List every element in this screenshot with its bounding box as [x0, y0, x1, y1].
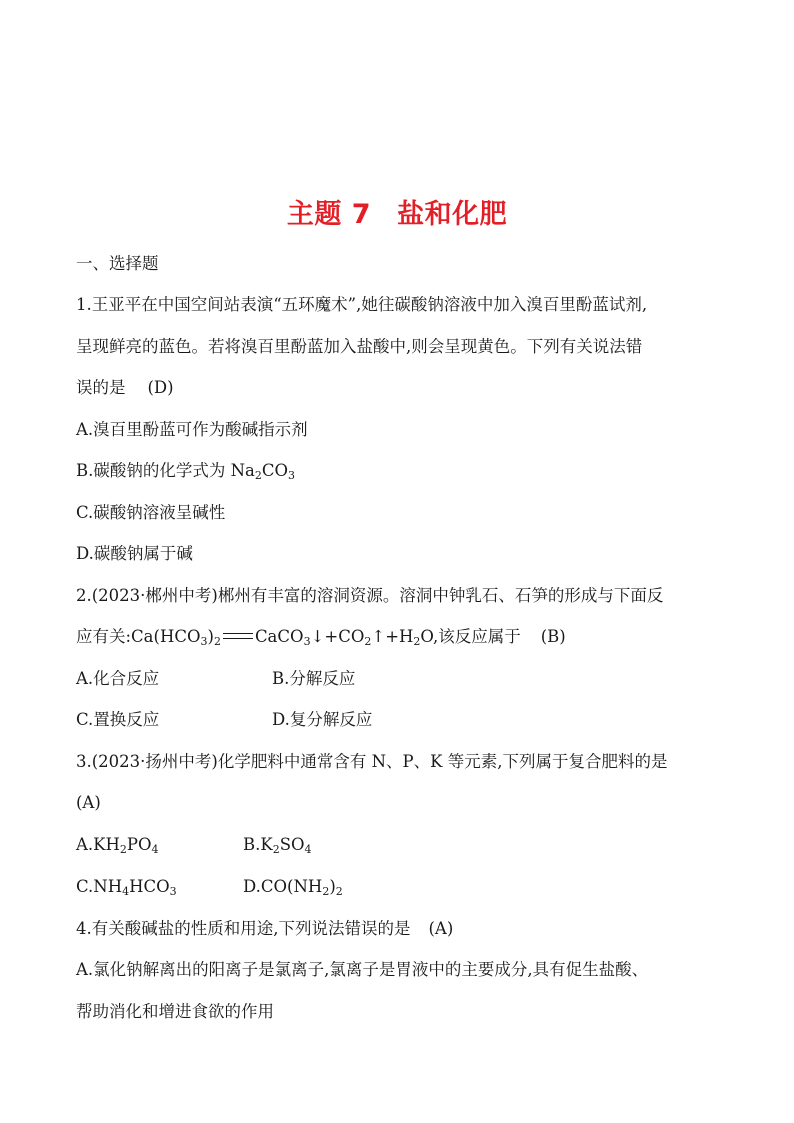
q4-option-a-line1: A.氯化钠解离出的阳离子是氯离子,氯离子是胃液中的主要成分,具有促生盐酸、	[76, 960, 649, 979]
q1-stem-line2: 呈现鲜亮的蓝色。若将溴百里酚蓝加入盐酸中,则会呈现黄色。下列有关说法错	[76, 337, 643, 356]
q1-option-c: C.碳酸钠溶液呈碱性	[76, 503, 226, 522]
q1-option-b: B.碳酸钠的化学式为 $Na_2CO_3$	[76, 461, 296, 482]
q3-option-a: $A.KH_2PO_4$	[76, 835, 159, 856]
q3-answer: (A)	[76, 793, 101, 812]
q4-answer: (A)	[428, 919, 454, 938]
q3-option-c: $C.NH_4HCO_3$	[76, 877, 177, 898]
q1-stem-line1: 1.王亚平在中国空间站表演“五环魔术”,她往碳酸钠溶液中加入溴百里酚蓝试剂,	[76, 295, 648, 314]
q1-option-a: A.溴百里酚蓝可作为酸碱指示剂	[76, 420, 308, 439]
topic-number: 主题 7	[286, 199, 372, 230]
page-title	[0, 192, 794, 231]
q1-answer: (D)	[147, 378, 174, 397]
q4-stem-line1: 4.有关酸碱盐的性质和用途,下列说法错误的是 (A)	[76, 919, 454, 938]
q2-stem-line1: 2.(2023·郴州中考)郴州有丰富的溶洞资源。溶洞中钟乳石、石笋的形成与下面反	[76, 586, 664, 605]
q4-option-a-line2: 帮助消化和增进食欲的作用	[76, 1002, 274, 1021]
q3-stem-line1: 3.(2023·扬州中考)化学肥料中通常含有 N、P、K 等元素,下列属于复合肥料的是	[76, 752, 668, 771]
q3-option-d: $D.CO(NH_2)_2$	[243, 877, 343, 898]
q3-option-b: $B.K_2SO_4$	[243, 835, 312, 856]
section-heading: 一、选择题	[76, 254, 159, 273]
q2-option-c: C.置换反应	[76, 710, 160, 729]
q1-option-d: D.碳酸钠属于碱	[76, 544, 193, 563]
topic-name: 盐和化肥	[397, 199, 508, 230]
q2-stem-line2: 应有关$:Ca(HCO_3)_2$ $CaCO_3↓+CO_2↑+H_2O$,该反应属于 (B)	[76, 627, 566, 648]
q2-answer: (B)	[540, 627, 566, 646]
equation-sign	[223, 633, 253, 639]
q2-option-a: A.化合反应	[76, 669, 160, 688]
q2-option-d: D.复分解反应	[272, 710, 373, 729]
q2-option-b: B.分解反应	[272, 669, 356, 688]
q1-stem-line3: 误的是 (D)	[76, 378, 174, 397]
